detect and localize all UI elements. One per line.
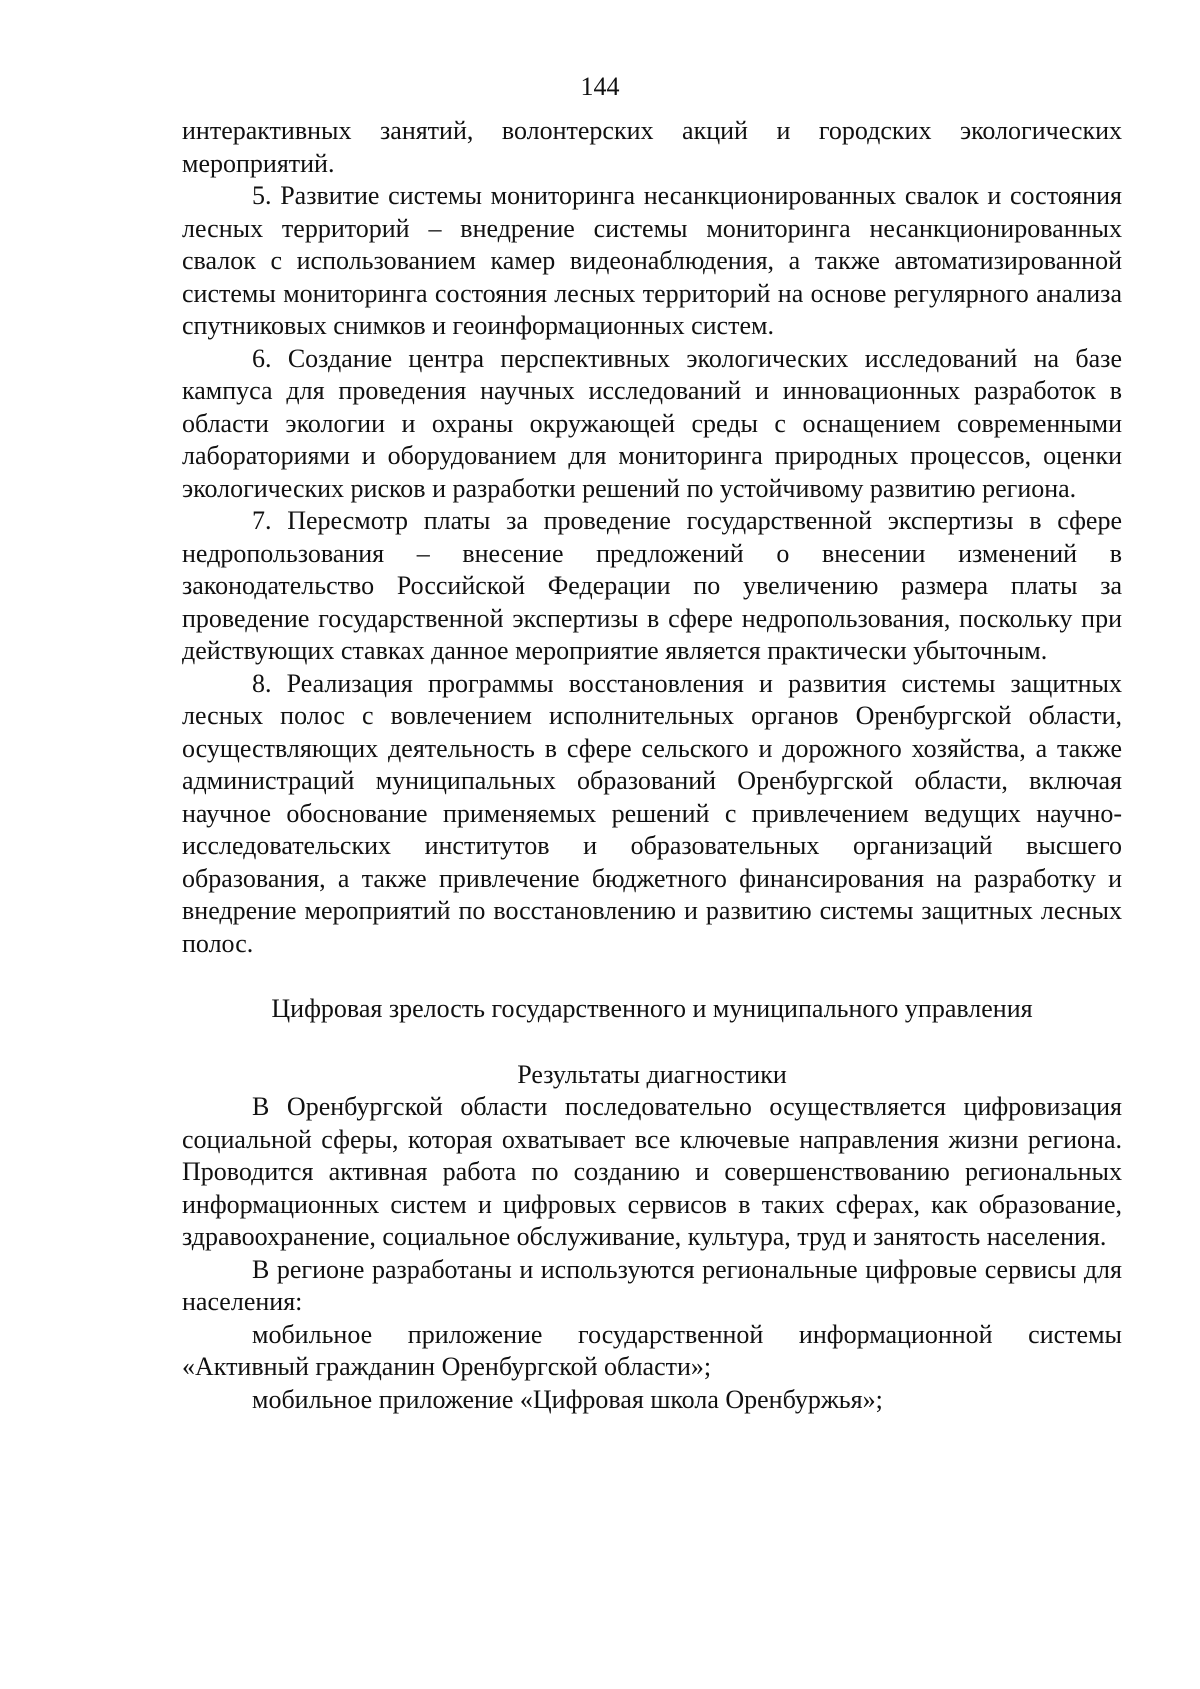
paragraph-item-6: 6. Создание центра перспективных экологических исследований на базе кампуса для проведения научных исследований и инновационных разработок в области экологии и охраны окружающей среды с оснащением современными лабораториями и оборудованием для мониторинга природных процессов, оценки экологических рисков и разработки решений по устойчивому развитию региона.: [182, 343, 1122, 503]
paragraph-item-8: 8. Реализация программы восстановления и развития системы защитных лесных полос с вовлечением исполнительных органов Оренбургской области, осуществляющих деятельность в сфере сельского и дорожного хозяйства, а также администраций муниципальных образований Оренбургской области, включая научное обоснование применяемых решений с привлечением ведущих научно-исследовательских институтов и образовательных организаций высшего образования, а также привлечение бюджетного финансирования на разработку и внедрение мероприятий по восстановлению и развитию системы защитных лесных полос.: [182, 668, 1122, 958]
list-item-digital-school: мобильное приложение «Цифровая школа Оренбуржья»;: [252, 1384, 883, 1414]
page-number: 144: [580, 72, 620, 101]
paragraph-digitalization: В Оренбургской области последовательно осуществляется цифровизация социальной сферы, которая охватывает все ключевые направления жизни региона. Проводится активная работа по созданию и совершенствованию региональных информационных систем и цифровых сервисов в таких сферах, как образование, здравоохранение, социальное обслуживание, культура, труд и занятость населения.: [182, 1092, 1122, 1251]
paragraph-continuation: интерактивных занятий, волонтерских акций и городских экологических мероприятий.: [182, 116, 1122, 178]
section-heading: Цифровая зрелость государственного и муниципального управления: [271, 994, 1033, 1023]
list-item-active-citizen: мобильное приложение государственной информационной системы «Активный гражданин Оренбургской области»;: [182, 1319, 1122, 1381]
paragraph-item-5: 5. Развитие системы мониторинга несанкционированных свалок и состояния лесных территорий – внедрение системы мониторинга несанкционированных свалок с использованием камер видеонаблюдения, а также автоматизированной системы мониторинга состояния лесных территорий на основе регулярного анализа спутниковых снимков и геоинформационных систем.: [182, 181, 1122, 340]
paragraph-services-intro: В регионе разработаны и используются региональные цифровые сервисы для населения:: [182, 1254, 1122, 1316]
subsection-heading: Результаты диагностики: [517, 1059, 787, 1089]
paragraph-item-7: 7. Пересмотр платы за проведение государственной экспертизы в сфере недропользования – внесение предложений о внесении изменений в законодательство Российской Федерации по увеличению размера платы за проведение государственной экспертизы в сфере недропользования, поскольку при действующих ставках данное мероприятие является практически убыточным.: [182, 506, 1122, 665]
document-body: [182, 115, 1122, 1416]
